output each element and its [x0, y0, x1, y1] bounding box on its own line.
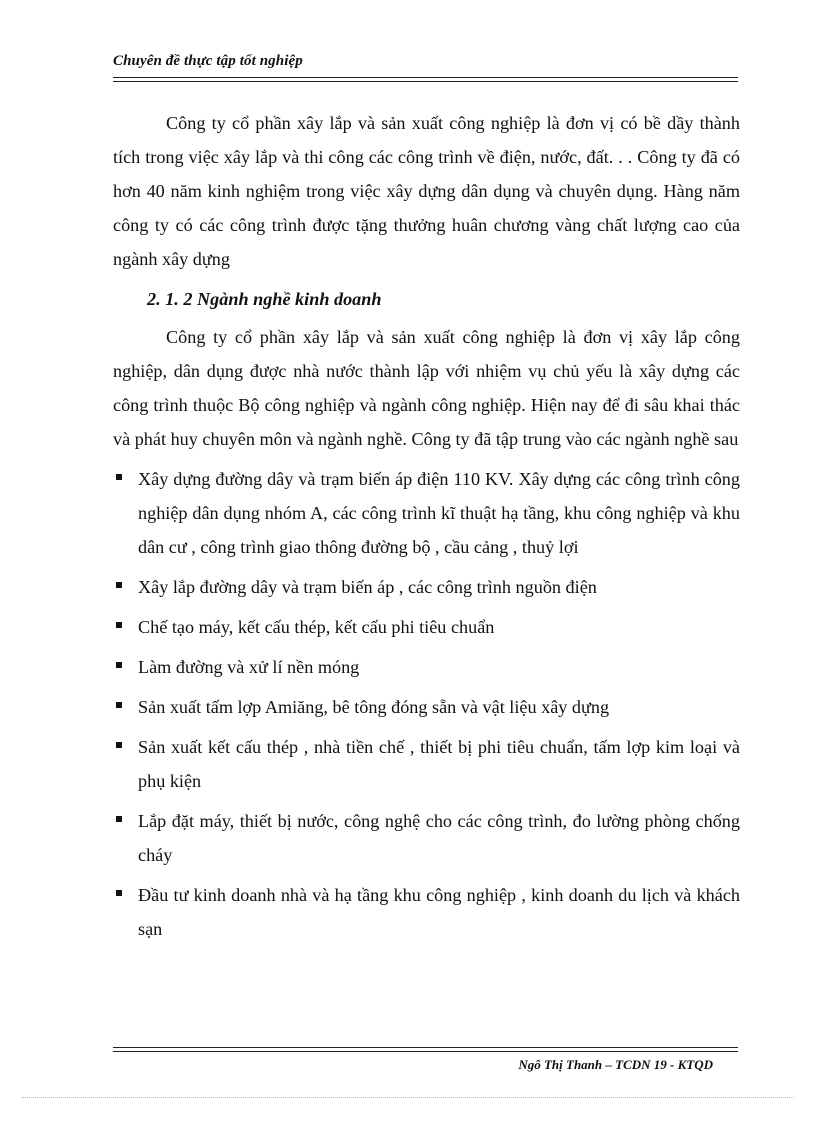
footer-author: Ngô Thị Thanh – TCDN 19 - KTQD: [518, 1057, 713, 1072]
footer-divider: [113, 1047, 738, 1052]
square-bullet-icon: [116, 582, 122, 588]
list-item: [113, 690, 740, 724]
square-bullet-icon: [116, 742, 122, 748]
list-item-text: Sản xuất tấm lợp Amiăng, bê tông đóng sẵn và vật liệu xây dựng: [138, 697, 610, 717]
list-item-text: Xây dựng đường dây và trạm biến áp điện 110 KV. Xây dựng các công trình công nghiệp dân dụng nhóm A, các công trình kĩ thuật hạ tầng, khu công nghiệp và khu dân cư , công trình giao thông đường bộ , cầu cảng , thuỷ lợi: [138, 469, 740, 557]
header-divider: [113, 77, 738, 82]
header-title: Chuyên đề thực tập tốt nghiệp: [113, 53, 303, 69]
list-item: [113, 650, 740, 684]
page-edge-divider: [22, 1097, 794, 1098]
list-item-text: Đầu tư kinh doanh nhà và hạ tầng khu công nghiệp , kinh doanh du lịch và khách sạn: [138, 885, 740, 939]
square-bullet-icon: [116, 890, 122, 896]
square-bullet-icon: [116, 816, 122, 822]
list-item: [113, 610, 740, 644]
square-bullet-icon: [116, 662, 122, 668]
list-item: [113, 804, 740, 872]
section-paragraph: Công ty cổ phần xây lắp và sản xuất công nghiệp là đơn vị xây lắp công nghiệp, dân dụng được nhà nước thành lập với nhiệm vụ chủ yếu là xây dựng các công trình thuộc Bộ công nghiệp và ngành công nghiệp. Hiện nay để đi sâu khai thác và phát huy chuyên môn và ngành nghề. Công ty đã tập trung vào các ngành nghề sau: [113, 327, 740, 449]
list-item: [113, 462, 740, 564]
business-list: [113, 462, 740, 946]
list-item-text: Xây lắp đường dây và trạm biến áp , các công trình nguồn điện: [138, 577, 597, 597]
square-bullet-icon: [116, 702, 122, 708]
list-item-text: Sản xuất kết cấu thép , nhà tiền chế , thiết bị phi tiêu chuẩn, tấm lợp kim loại và phụ kiện: [138, 737, 740, 791]
intro-paragraph: Công ty cổ phần xây lắp và sản xuất công nghiệp là đơn vị có bề dầy thành tích trong việc xây lắp và thi công các công trình về điện, nước, đất. . . Công ty đã có hơn 40 năm kinh nghiệm trong việc xây dựng dân dụng và chuyên dụng. Hàng năm công ty có các công trình được tặng thưởng huân chương vàng chất lượng cao của ngành xây dựng: [113, 113, 740, 269]
square-bullet-icon: [116, 622, 122, 628]
section-heading: 2. 1. 2 Ngành nghề kinh doanh: [147, 289, 382, 309]
list-item: [113, 730, 740, 798]
list-item-text: Lắp đặt máy, thiết bị nước, công nghệ cho các công trình, đo lường phòng chống cháy: [138, 811, 740, 865]
list-item-text: Làm đường và xử lí nền móng: [138, 657, 360, 677]
list-item: [113, 878, 740, 946]
square-bullet-icon: [116, 474, 122, 480]
list-item: [113, 570, 740, 604]
list-item-text: Chế tạo máy, kết cấu thép, kết cấu phi tiêu chuẩn: [138, 617, 495, 637]
document-body: [113, 106, 740, 952]
